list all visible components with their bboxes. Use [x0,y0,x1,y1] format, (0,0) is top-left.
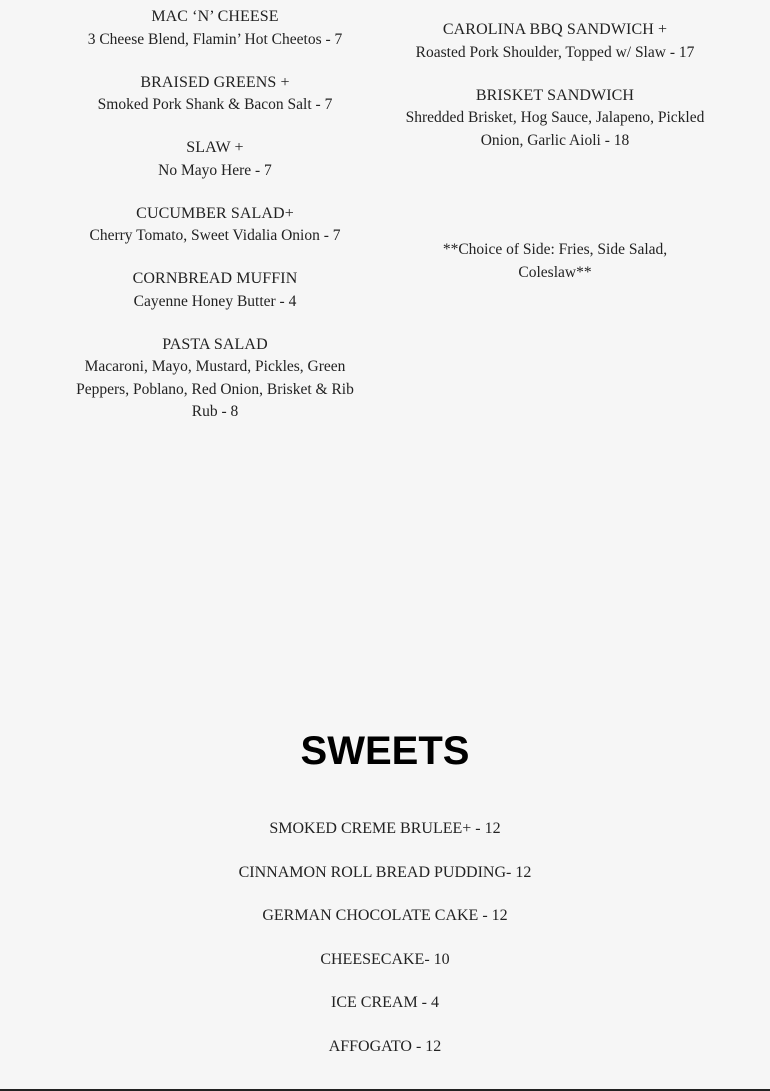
menu-item-name: BRAISED GREENS + [140,73,290,91]
menu-item-cucumber-salad [70,203,360,248]
menu-item-name: BRISKET SANDWICH [475,86,635,104]
menu-item-cornbread-muffin [70,268,360,313]
menu-item-name: CAROLINA BBQ SANDWICH + [442,21,668,38]
menu-item-description: Smoked Pork Shank & Bacon Salt - 7 [97,96,333,113]
sides-column [70,6,360,444]
sweets-item: ICE CREAM - 4 [331,994,439,1011]
sweets-item: AFFOGATO - 12 [328,1037,442,1055]
side-choice-note: **Choice of Side: Fries, Side Salad, Coleslaw** [442,241,668,281]
sweets-item: SMOKED CREME BRULEE+ - 12 [269,820,501,837]
menu-item-name: CORNBREAD MUFFIN [132,270,298,287]
sweets-heading: SWEETS [300,729,470,773]
sweets-list [0,818,770,1079]
sweets-item: CHEESECAKE- 10 [320,950,450,968]
menu-item-brisket-sandwich [405,85,705,153]
menu-item-mac-n-cheese [70,6,360,51]
menu-item-name: CUCUMBER SALAD+ [136,204,294,222]
menu-item-name: SLAW + [186,139,244,156]
menu-item-description: Roasted Pork Shoulder, Topped w/ Slaw - 17 [415,43,695,61]
menu-item-name: MAC ‘N’ CHEESE [151,8,279,25]
menu-item-description: Cherry Tomato, Sweet Vidalia Onion - 7 [89,227,341,244]
menu-item-description: Shredded Brisket, Hog Sauce, Jalapeno, Pickled Onion, Garlic Aioli - 18 [405,109,705,149]
sandwiches-column [405,19,705,173]
menu-item-description: 3 Cheese Blend, Flamin’ Hot Cheetos - 7 [87,30,343,48]
sweets-item: GERMAN CHOCOLATE CAKE - 12 [262,907,508,924]
menu-item-name: PASTA SALAD [162,335,268,353]
menu-item-braised-greens [70,72,360,117]
menu-item-description: Macaroni, Mayo, Mustard, Pickles, Green Peppers, Poblano, Red Onion, Brisket & Rib Rub - 8 [76,358,354,420]
menu-item-slaw [70,137,360,182]
menu-item-description: No Mayo Here - 7 [158,161,272,179]
sweets-item: CINNAMON ROLL BREAD PUDDING- 12 [238,863,532,881]
menu-item-carolina-bbq-sandwich [405,19,705,64]
menu-item-pasta-salad [70,334,360,424]
menu-item-description: Cayenne Honey Butter - 4 [133,292,297,310]
